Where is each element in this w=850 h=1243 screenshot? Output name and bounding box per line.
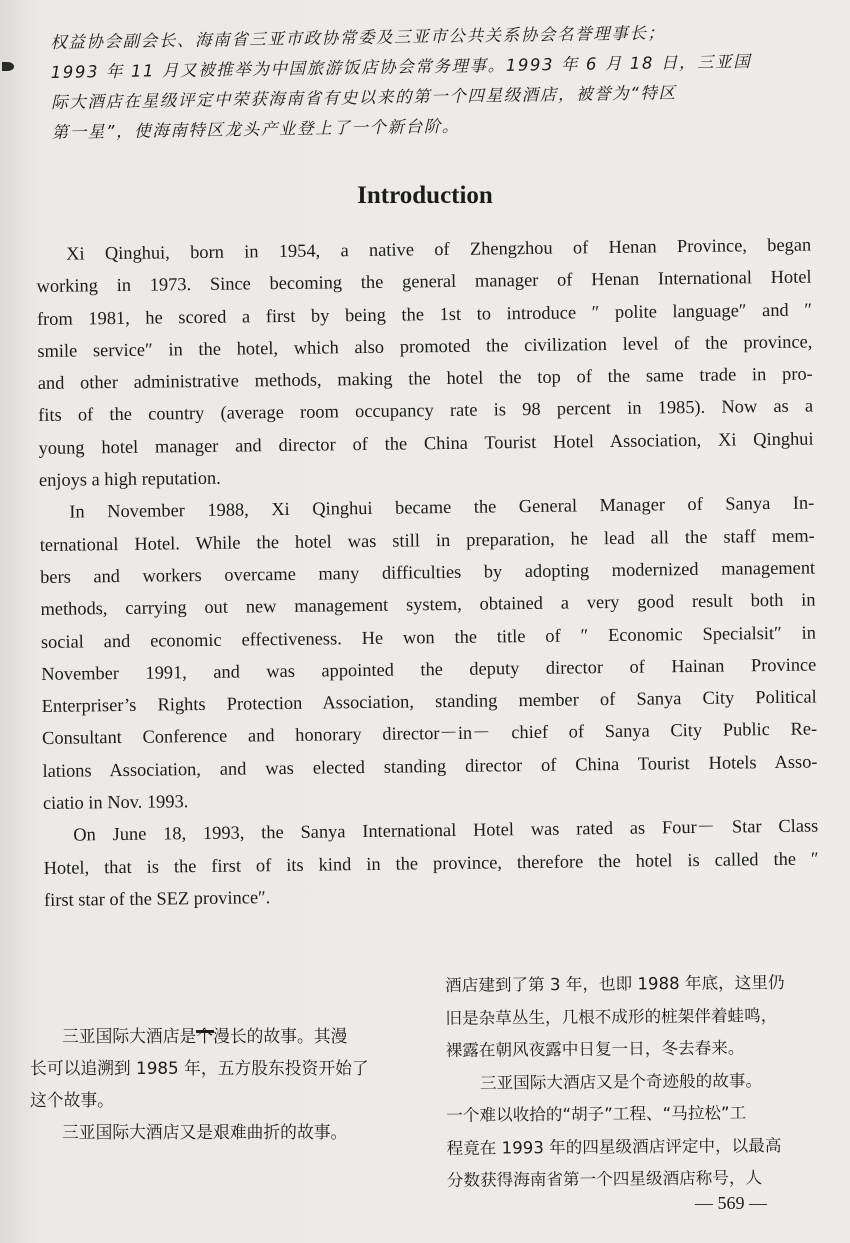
- text-line: 第一星”，使海南特区龙头产业登上了一个新台阶。: [51, 116, 461, 142]
- text-line: from 1981, he scored a first by being the 1st to introduce ″ polite language″ and ″: [36, 299, 813, 329]
- text-line: Enterpriser’s Rights Protection Association, standing member of Sanya City Political: [41, 686, 817, 717]
- text-line: 这个故事。: [30, 1090, 114, 1110]
- text-line: 权益协会副会长、海南省三亚市政协常委及三亚市公共关系协会名誉理事长；: [50, 23, 666, 52]
- chinese-paragraph-top: [50, 16, 812, 148]
- text-line: 旧是杂草丛生，几根不成形的桩架伴着蛙鸣，: [445, 1005, 778, 1028]
- text-line: smile service″ in the hotel, which also promoted the civilization level of the province,: [37, 331, 813, 361]
- text-line: fits of the country (average room occupancy rate is 98 percent in 1985). Now as a: [38, 396, 814, 426]
- text-line: 程竟在 1993 年的四星级酒店评定中，以最高: [446, 1135, 782, 1158]
- text-line: 际大酒店在星级评定中荣获海南省有史以来的第一个四星级酒店，被誉为“特区: [51, 83, 677, 112]
- text-line: first star of the SEZ province″.: [43, 887, 271, 910]
- text-line: ciatio in Nov. 1993.: [42, 791, 189, 814]
- page-edge-mark: [2, 62, 14, 71]
- text-line: lations Association, and was elected standing director of China Tourist Hotels Asso-: [42, 751, 818, 781]
- text-line: 三亚国际大酒店又是艰难曲折的故事。: [62, 1122, 348, 1142]
- page-number: — 569 —: [695, 1193, 767, 1213]
- text-line: 三亚国际大酒店又是个奇迹般的故事。: [479, 1070, 763, 1093]
- chinese-right-column: [445, 967, 827, 1198]
- text-line: Xi Qinghui, born in 1954, a native of Zhengzhou of Henan Province, began: [66, 234, 812, 264]
- text-line: working in 1973. Since becoming the general manager of Henan International Hotel: [36, 266, 812, 297]
- text-line: 三亚国际大酒店是个漫长的故事。其漫: [62, 1026, 348, 1046]
- text-line: Hotel, that is the first of its kind in the province, therefore the hotel is called the ″: [43, 848, 819, 878]
- section-title: Introduction: [357, 182, 493, 209]
- text-line: ternational Hotel. While the hotel was still in preparation, he lead all the staff mem-: [39, 525, 815, 555]
- text-line: On June 18, 1993, the Sanya International Hotel was rated as Four－ Star Class: [73, 815, 819, 845]
- text-line: social and economic effectiveness. He won the title of ″ Economic Specialsit″ in: [40, 622, 816, 652]
- chinese-left-column: [30, 1020, 410, 1148]
- text-line: November 1991, and was appointed the deputy director of Hainan Province: [41, 654, 817, 684]
- text-line: 长可以追溯到 1985 年，五方股东投资开始了: [30, 1058, 369, 1078]
- text-line: 酒店建到了第 3 年，也即 1988 年底，这里仍: [445, 973, 785, 995]
- text-line: bers and workers overcame many difficulties by adopting modernized management: [40, 557, 816, 587]
- english-introduction-text: [36, 229, 819, 917]
- text-line: 分数获得海南省第一个四星级酒店称号，人: [446, 1168, 763, 1190]
- text-line: Consultant Conference and honorary director－in－ chief of Sanya City Public Re-: [41, 718, 818, 749]
- text-line: In November 1988, Xi Qinghui became the General Manager of Sanya In-: [69, 492, 815, 522]
- text-line: 一个难以收拾的“胡子”工程、“马拉松”工: [446, 1103, 747, 1125]
- text-line: and other administrative methods, making the hotel the top of the same trade in pro-: [37, 363, 813, 394]
- text-line: enjoys a high reputation.: [38, 467, 221, 491]
- text-line: young hotel manager and director of the China Tourist Hotel Association, Xi Qinghui: [38, 428, 814, 458]
- text-line: methods, carrying out new management system, obtained a very good result both in: [40, 589, 816, 620]
- text-line: 裸露在朝风夜露中日复一日，冬去春来。: [445, 1038, 745, 1060]
- text-line: 1993 年 11 月又被推举为中国旅游饭店协会常务理事。1993 年 6 月 18 日，三亚国: [50, 51, 752, 82]
